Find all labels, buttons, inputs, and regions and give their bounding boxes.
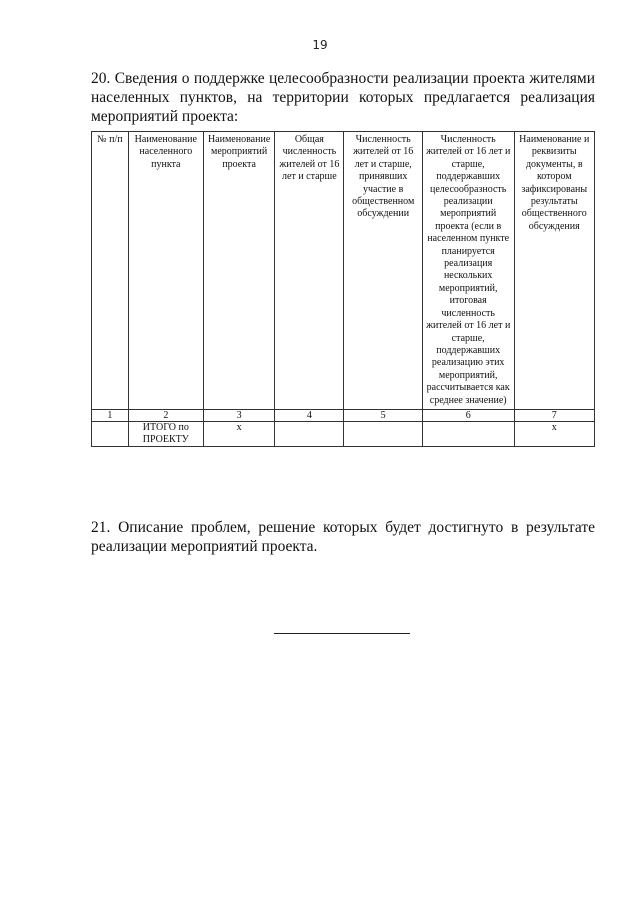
header-cell-documents: Наименование и реквизиты документы, в котором зафиксированы результаты общественного обсуждения xyxy=(514,132,595,410)
column-number-cell: 7 xyxy=(514,409,595,421)
header-cell-settlement: Наименование населенного пункта xyxy=(128,132,203,410)
header-cell-number: № п/п xyxy=(92,132,129,410)
total-cell: x xyxy=(514,421,595,446)
total-cell xyxy=(275,421,344,446)
header-cell-supporters: Численность жителей от 16 лет и старше, поддержавших целесообразность реализации мероприятий проекта (если в населенном пункте планируется реализация нескольких мероприятий, итоговая численность жителей от 16 лет и старше, поддержавших реализацию этих мероприятий, рассчитывается как среднее значение) xyxy=(422,132,514,410)
header-cell-total-residents: Общая численность жителей от 16 лет и старше xyxy=(275,132,344,410)
table-column-numbers-row xyxy=(92,409,595,421)
section-21-text: 21. Описание проблем, решение которых будет достигнуто в результате реализации мероприятий проекта. xyxy=(91,519,595,555)
column-number-cell: 6 xyxy=(422,409,514,421)
end-separator-line xyxy=(274,633,410,634)
header-cell-activities: Наименование мероприятий проекта xyxy=(203,132,274,410)
total-cell xyxy=(422,421,514,446)
table-header-row xyxy=(92,132,595,410)
section-20-text: 20. Сведения о поддержке целесообразности реализации проекта жителями населенных пунктов, на территории которых предлагается реализация мероприятий проекта: xyxy=(91,70,595,125)
total-cell xyxy=(344,421,422,446)
column-number-cell: 5 xyxy=(344,409,422,421)
total-cell: x xyxy=(203,421,274,446)
column-number-cell: 2 xyxy=(128,409,203,421)
page-number: 19 xyxy=(312,38,328,52)
table-total-row xyxy=(92,421,595,446)
total-cell-label: ИТОГО по ПРОЕКТУ xyxy=(128,421,203,446)
column-number-cell: 4 xyxy=(275,409,344,421)
column-number-cell: 1 xyxy=(92,409,129,421)
total-cell xyxy=(92,421,129,446)
header-cell-participants: Численность жителей от 16 лет и старше, принявших участие в общественном обсуждении xyxy=(344,132,422,410)
public-support-table xyxy=(91,131,595,447)
column-number-cell: 3 xyxy=(203,409,274,421)
